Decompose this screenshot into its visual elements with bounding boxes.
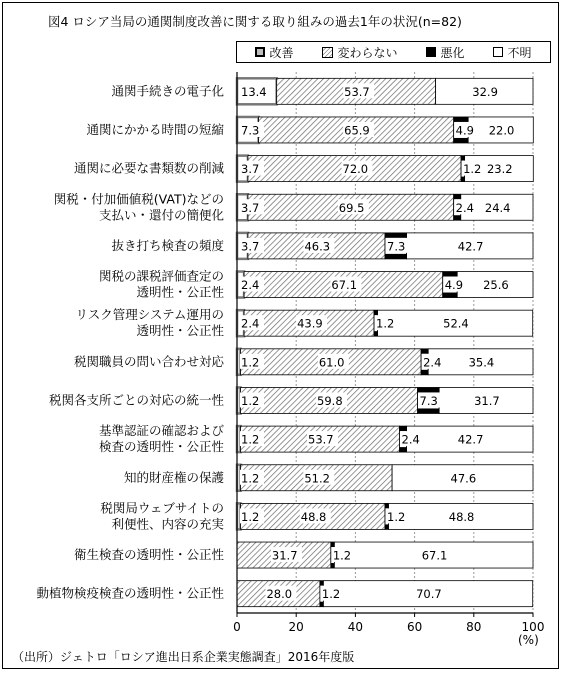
bar-segment-worsened bbox=[400, 426, 407, 431]
value-label: 3.7 bbox=[241, 200, 260, 215]
value-label: 42.7 bbox=[457, 432, 484, 447]
value-label: 51.2 bbox=[304, 471, 330, 486]
value-label: 2.4 bbox=[241, 316, 260, 331]
bar-segment-worsened-bottom bbox=[385, 254, 407, 259]
x-tick-label: 20 bbox=[288, 620, 304, 634]
value-label: 69.5 bbox=[338, 200, 365, 215]
value-label: 2.4 bbox=[455, 200, 474, 215]
bar-segment-worsened bbox=[454, 194, 461, 199]
category-label: 税関局ウェブサイトの bbox=[100, 500, 224, 516]
value-label: 1.2 bbox=[241, 432, 260, 447]
bar-segment-worsened bbox=[418, 387, 440, 392]
value-label: 1.2 bbox=[241, 509, 260, 524]
value-label: 25.6 bbox=[483, 278, 509, 293]
x-tick-label: 60 bbox=[406, 620, 423, 634]
value-label: 2.4 bbox=[241, 278, 260, 293]
value-label: 7.3 bbox=[419, 393, 438, 408]
category-label: 税関職員の問い合わせ対応 bbox=[73, 353, 224, 369]
bar-segment-worsened bbox=[385, 503, 389, 508]
value-label: 1.2 bbox=[241, 471, 260, 486]
x-tick-label: 0 bbox=[233, 620, 241, 634]
value-label: 4.9 bbox=[455, 123, 474, 138]
value-label: 72.0 bbox=[342, 162, 369, 177]
value-label: 52.4 bbox=[443, 316, 469, 331]
category-label: 動植物検疫検査の透明性・公正性 bbox=[36, 585, 224, 601]
value-label: 22.0 bbox=[488, 123, 515, 138]
category-label: 知的財産権の保護 bbox=[123, 469, 224, 485]
value-label: 1.2 bbox=[387, 509, 406, 524]
value-label: 1.2 bbox=[321, 587, 341, 602]
value-label: 7.3 bbox=[241, 123, 260, 138]
value-label: 1.2 bbox=[241, 355, 260, 370]
bar-segment-worsened-bottom bbox=[418, 408, 440, 413]
bar-segment-worsened bbox=[443, 272, 458, 277]
value-label: 28.0 bbox=[266, 587, 293, 602]
category-label: 関税・付加価値税(VAT)などの bbox=[53, 191, 224, 207]
bar-segment-worsened bbox=[461, 156, 465, 161]
value-label: 47.6 bbox=[450, 471, 477, 486]
bar-segment-worsened bbox=[385, 233, 407, 238]
value-label: 31.7 bbox=[474, 393, 500, 408]
value-label: 3.7 bbox=[241, 162, 260, 177]
source-note: （出所）ジェトロ「ロシア進出日系企業実態調査」2016年度版 bbox=[12, 650, 355, 664]
value-label: 43.9 bbox=[297, 316, 323, 331]
category-label: リスク管理システム運用の bbox=[75, 307, 224, 323]
bar-segment-worsened-bottom bbox=[461, 177, 465, 182]
bar-segment-worsened bbox=[374, 310, 378, 315]
bars bbox=[237, 78, 533, 606]
gridlines bbox=[296, 72, 533, 613]
category-label: 関税の課税評価査定の bbox=[98, 268, 224, 284]
category-label: 税関各支所ごとの対応の統一性 bbox=[48, 392, 224, 408]
value-label: 7.3 bbox=[387, 239, 406, 254]
bar-segment-worsened-bottom bbox=[385, 524, 389, 529]
category-label: 通関手続きの電子化 bbox=[111, 83, 224, 99]
bar-segment-worsened bbox=[331, 542, 335, 547]
bar-segment-worsened-bottom bbox=[443, 293, 458, 298]
legend-label-improved: 改善 bbox=[269, 45, 294, 60]
unit-label: (%) bbox=[518, 633, 539, 647]
x-tick-label: 40 bbox=[347, 620, 364, 634]
value-label: 31.7 bbox=[271, 548, 298, 563]
bar-segment-worsened-bottom bbox=[400, 447, 407, 452]
legend-label-worsened: 悪化 bbox=[440, 45, 465, 60]
legend-label-unchanged: 変わらない bbox=[337, 45, 398, 60]
category-label: 抜き打ち検査の頻度 bbox=[111, 237, 224, 253]
category-label: 透明性・公正性 bbox=[136, 284, 224, 300]
legend-label-unknown: 不明 bbox=[507, 45, 532, 60]
bar-segment-worsened bbox=[421, 349, 428, 354]
chart-title: 図4 ロシア当局の通関制度改善に関する取り組みの過去1年の状況(n=82) bbox=[48, 14, 462, 29]
category-label: 支払い・還付の簡便化 bbox=[98, 207, 224, 223]
value-label: 1.2 bbox=[241, 393, 260, 408]
bar-segment-worsened-bottom bbox=[454, 215, 461, 220]
category-labels bbox=[36, 83, 224, 600]
value-label: 1.2 bbox=[463, 162, 482, 177]
value-label: 23.2 bbox=[486, 162, 513, 177]
value-label: 2.4 bbox=[423, 355, 442, 370]
bar-segment-worsened-bottom bbox=[454, 138, 469, 143]
value-label: 1.2 bbox=[332, 548, 352, 563]
x-tick-label: 100 bbox=[521, 620, 545, 634]
value-label: 65.9 bbox=[344, 123, 370, 138]
value-label: 24.4 bbox=[484, 200, 511, 215]
x-tick-label: 80 bbox=[466, 620, 482, 634]
bar-segment-worsened-bottom bbox=[331, 563, 335, 568]
bar-segment-worsened-bottom bbox=[374, 331, 378, 336]
value-label: 35.4 bbox=[468, 355, 495, 370]
value-label: 53.7 bbox=[344, 84, 370, 99]
bar-segment-worsened bbox=[454, 117, 469, 122]
value-label: 59.8 bbox=[317, 393, 343, 408]
category-label: 通関にかかる時間の短縮 bbox=[86, 121, 224, 137]
value-label: 3.7 bbox=[241, 239, 260, 254]
category-label: 基準認証の確認および bbox=[98, 423, 224, 439]
value-label: 32.9 bbox=[472, 84, 498, 99]
bar-segment-worsened bbox=[320, 581, 324, 586]
category-label: 衛生検査の透明性・公正性 bbox=[73, 547, 224, 563]
value-label: 48.8 bbox=[448, 509, 475, 524]
value-label: 42.7 bbox=[457, 239, 484, 254]
value-label: 13.4 bbox=[241, 84, 267, 99]
value-label: 46.3 bbox=[304, 239, 331, 254]
value-label: 61.0 bbox=[318, 355, 345, 370]
category-label: 検査の透明性・公正性 bbox=[98, 439, 224, 455]
value-label: 48.8 bbox=[300, 509, 327, 524]
value-label: 53.7 bbox=[308, 432, 334, 447]
value-label: 67.1 bbox=[421, 548, 448, 563]
bar-segment-worsened-bottom bbox=[320, 602, 324, 607]
category-label: 利便性、内容の充実 bbox=[111, 516, 224, 532]
bar-segment-worsened-bottom bbox=[421, 370, 428, 375]
value-label: 67.1 bbox=[331, 278, 358, 293]
category-label: 通関に必要な書類数の削減 bbox=[73, 160, 224, 176]
value-label: 4.9 bbox=[444, 278, 464, 293]
value-label: 1.2 bbox=[376, 316, 395, 331]
category-label: 透明性・公正性 bbox=[136, 323, 224, 339]
value-label: 2.4 bbox=[401, 432, 420, 447]
value-label: 70.7 bbox=[416, 587, 442, 602]
